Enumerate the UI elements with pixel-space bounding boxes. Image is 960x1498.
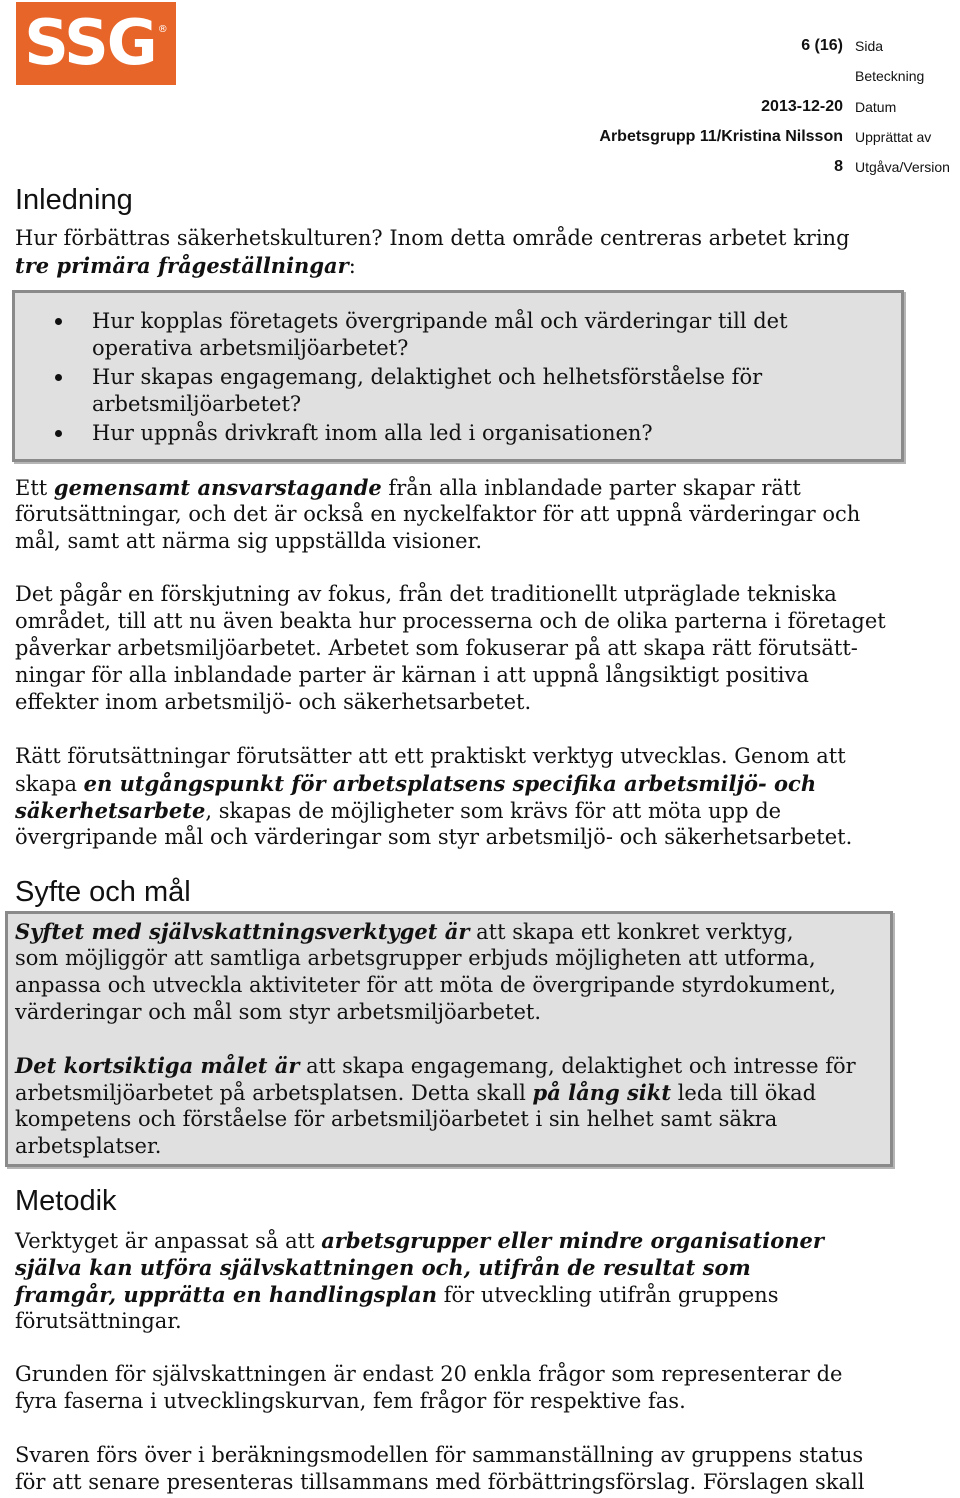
bullet-2-line-1: Hur skapas engagemang, delaktighet och helhetsförståelse för: [92, 365, 763, 389]
meta-label-beteckning: Beteckning: [855, 68, 925, 84]
meta-row-utgava: [423, 155, 960, 179]
paragraph-3-line-4: övergripande mål och värderingar som styr arbetsmiljö- och säkerhetsarbetet.: [15, 825, 853, 849]
paragraph-2-line-3: påverkar arbetsmiljöarbetet. Arbetet som fokuserar på att skapa rätt förutsätt-: [15, 636, 858, 660]
metodik-1-emphasis-c: framgår, upprätta en handlingsplan: [15, 1282, 438, 1307]
logo-text: SSG: [24, 5, 156, 79]
ssg-logo: [16, 2, 176, 85]
intro-line-2: [15, 252, 356, 280]
meta-value-upprattat-av: Arbetsgrupp 11/Kristina Nilsson: [599, 128, 843, 145]
heading-inledning: Inledning: [15, 184, 133, 216]
paragraph-2-line-2: området, till att nu även beakta hur processerna och de olika parterna i företaget: [15, 609, 886, 633]
paragraph-3-line-1: Rätt förutsättningar förutsätter att ett praktiskt verktyg utvecklas. Genom att: [15, 744, 846, 768]
p3-text-b: , skapas de möjligheter som krävs för att möta upp de: [205, 799, 782, 823]
syfte-2-line-4: arbetsplatser.: [15, 1134, 162, 1158]
metodik-3-line-1: Svaren förs över i beräkningsmodellen för sammanställning av gruppens status: [15, 1443, 864, 1467]
intro-line-1: Hur förbättras säkerhetskulturen? Inom detta område centreras arbetet kring: [15, 226, 850, 250]
meta-label-utgava: Utgåva/Version: [855, 159, 950, 175]
metodik-2-line-2: fyra faserna i utvecklingskurvan, fem frågor för respektive fas.: [15, 1389, 686, 1413]
bullet-3-line-1: Hur uppnås drivkraft inom alla led i organisationen?: [92, 421, 653, 445]
paragraph-1-line-3: mål, samt att närma sig uppställda visioner.: [15, 529, 482, 553]
metodik-3-line-2: för att senare presenteras tillsammans med förbättringsförslag. Förslagen skall: [15, 1470, 865, 1494]
paragraph-3-line-3: [15, 797, 781, 825]
p1-text-c: från alla inblandade parter skapar rätt: [381, 476, 801, 500]
paragraph-1-line-1: [15, 474, 801, 502]
bullet-1-line-1: Hur kopplas företagets övergripande mål och värderingar till det: [92, 309, 788, 333]
paragraph-3-line-2: [15, 770, 816, 798]
syfte-1-emphasis: Syftet med självskattningsverktyget är: [15, 919, 470, 944]
heading-syfte: Syfte och mål: [15, 876, 191, 908]
logo-registered-mark: ®: [157, 24, 168, 35]
meta-label-upprattat-av: Upprättat av: [855, 129, 932, 145]
meta-value-utgava: 8: [834, 158, 843, 175]
meta-value-sida: 6 (16): [801, 37, 843, 54]
syfte-1-line-3: anpassa och utveckla aktiviteter för att möta de övergripande styrdokument,: [15, 973, 837, 997]
meta-label-datum: Datum: [855, 99, 897, 115]
intro-colon: :: [348, 254, 356, 278]
syfte-2-line-1: [15, 1052, 856, 1080]
syfte-1-line-1: [15, 918, 794, 946]
meta-row-datum: [423, 95, 960, 119]
metodik-1-line-1: [15, 1227, 824, 1255]
metodik-1-line-4: förutsättningar.: [15, 1309, 182, 1333]
meta-row-beteckning: [423, 64, 960, 88]
p3-emphasis-a: en utgångspunkt för arbetsplatsens specifika arbetsmiljö- och: [83, 771, 817, 796]
meta-row-upprattat-av: [423, 125, 960, 149]
syfte-1-line-4: värderingar och mål som styr arbetsmiljöarbetet.: [15, 1000, 542, 1024]
p1-text-a: Ett: [15, 476, 54, 500]
meta-label-sida: Sida: [855, 38, 884, 54]
syfte-1-text: att skapa ett konkret verktyg,: [469, 920, 794, 944]
metodik-2-line-1: Grunden för självskattningen är endast 20 enkla frågor som representerar de: [15, 1362, 843, 1386]
bullet-3-dot: [55, 430, 62, 437]
syfte-2-line-2: [15, 1079, 816, 1107]
intro-emphasis: tre primära frågeställningar: [15, 253, 349, 278]
syfte-2-text-a: arbetsmiljöarbetet på arbetsplatsen. Detta skall: [15, 1081, 533, 1105]
heading-metodik: Metodik: [15, 1185, 117, 1217]
metodik-1-line-2: [15, 1254, 751, 1282]
meta-row-sida: [423, 34, 960, 58]
bullet-1-line-2: operativa arbetsmiljöarbetet?: [92, 336, 409, 360]
paragraph-1-line-2: förutsättningar, och det är också en nyckelfaktor för att uppnå värderingar och: [15, 502, 861, 526]
p1-emphasis: gemensamt ansvarstagande: [53, 475, 382, 500]
p3-emphasis-b: säkerhetsarbete: [15, 798, 206, 823]
syfte-1-line-2: som möjliggör att samtliga arbetsgrupper erbjuds möjligheten att utforma,: [15, 946, 816, 970]
metodik-1-text-a: Verktyget är anpassat så att: [15, 1229, 322, 1253]
paragraph-2-line-1: Det pågår en förskjutning av fokus, från det traditionellt utpräglade tekniska: [15, 582, 837, 606]
p3-text-a: skapa: [15, 772, 84, 796]
metodik-1-text-b: för utveckling utifrån gruppens: [437, 1283, 779, 1307]
syfte-2-text-c: leda till ökad: [671, 1081, 817, 1105]
metodik-1-emphasis-b: själva kan utföra självskattningen och, utifrån de resultat som: [15, 1255, 751, 1280]
meta-value-datum: 2013-12-20: [761, 98, 843, 115]
syfte-2-text: att skapa engagemang, delaktighet och intresse för: [299, 1054, 856, 1078]
syfte-2-emphasis-b: på lång sikt: [532, 1080, 672, 1105]
bullet-2-dot: [55, 374, 62, 381]
syfte-2-line-3: kompetens och förståelse för arbetsmiljöarbetet i sin helhet samt säkra: [15, 1107, 778, 1131]
bullet-1-dot: [55, 318, 62, 325]
paragraph-2-line-5: effekter inom arbetsmiljö- och säkerhetsarbetet.: [15, 690, 532, 714]
metodik-1-line-3: [15, 1281, 779, 1309]
metodik-1-emphasis-a: arbetsgrupper eller mindre organisationer: [321, 1228, 824, 1253]
paragraph-2-line-4: ningar för alla inblandade parter är kärnan i att uppnå långsiktigt positiva: [15, 663, 809, 687]
syfte-2-emphasis: Det kortsiktiga målet är: [15, 1053, 300, 1078]
bullet-2-line-2: arbetsmiljöarbetet?: [92, 392, 302, 416]
